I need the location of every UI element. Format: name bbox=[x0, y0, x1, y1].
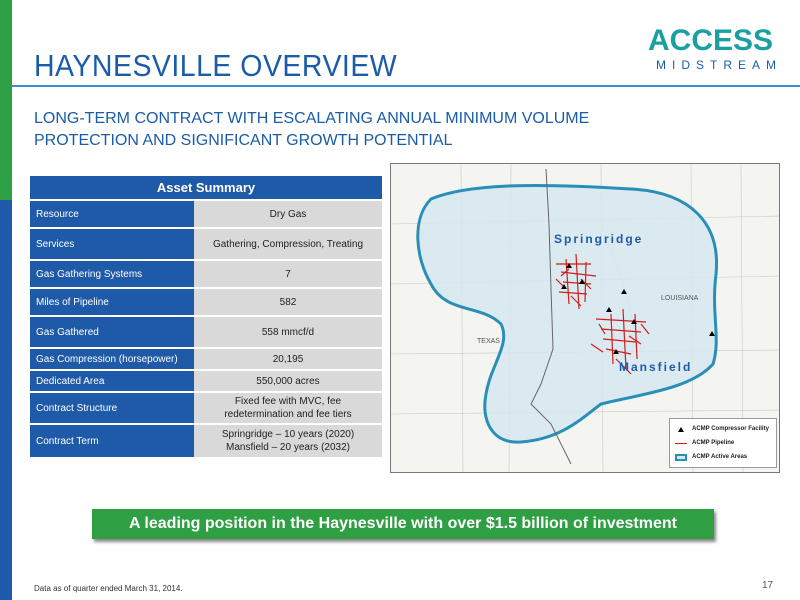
table-row bbox=[30, 348, 382, 370]
data-date-footnote: Data as of quarter ended March 31, 2014. bbox=[34, 584, 183, 593]
compressor-triangle-icon bbox=[678, 427, 684, 432]
table-row bbox=[30, 260, 382, 288]
row-label: Gas Gathering Systems bbox=[30, 260, 194, 288]
row-value-line: redetermination and fee tiers bbox=[224, 409, 352, 420]
row-label: Miles of Pipeline bbox=[30, 288, 194, 316]
map-label-texas: TEXAS bbox=[477, 338, 500, 345]
row-label: Contract Term bbox=[30, 424, 194, 458]
title-divider bbox=[12, 85, 800, 87]
subtitle-line-1: LONG-TERM CONTRACT WITH ESCALATING ANNUAL MINIMUM VOLUME bbox=[34, 110, 590, 127]
table-row bbox=[30, 392, 382, 424]
asset-summary-table bbox=[30, 176, 382, 459]
row-value bbox=[194, 392, 382, 424]
table-row bbox=[30, 288, 382, 316]
slide-subtitle bbox=[34, 108, 734, 152]
map-legend bbox=[669, 418, 777, 468]
row-value: 558 mmcf/d bbox=[194, 316, 382, 348]
legend-label: ACMP Compressor Facility bbox=[692, 426, 769, 432]
page-title: HAYNESVILLE OVERVIEW bbox=[34, 48, 398, 83]
row-value bbox=[194, 424, 382, 458]
row-value: 550,000 acres bbox=[194, 370, 382, 392]
legend-label: ACMP Active Areas bbox=[692, 454, 748, 460]
page-number: 17 bbox=[762, 580, 774, 591]
table-row bbox=[30, 370, 382, 392]
row-label: Contract Structure bbox=[30, 392, 194, 424]
table-row bbox=[30, 200, 382, 228]
legend-item-pipeline bbox=[674, 438, 734, 448]
row-value: Dry Gas bbox=[194, 200, 382, 228]
row-value-line: Fixed fee with MVC, fee bbox=[234, 396, 342, 407]
haynesville-map bbox=[390, 163, 780, 473]
row-label: Dedicated Area bbox=[30, 370, 194, 392]
row-label: Services bbox=[30, 228, 194, 260]
table-row bbox=[30, 424, 382, 458]
access-midstream-logo bbox=[630, 22, 790, 77]
row-value: 20,195 bbox=[194, 348, 382, 370]
row-label: Resource bbox=[30, 200, 194, 228]
table-row bbox=[30, 228, 382, 260]
accent-bar-blue bbox=[0, 200, 12, 600]
pipeline-line-icon bbox=[675, 443, 687, 444]
legend-item-compressor bbox=[674, 424, 769, 434]
map-label-mansfield: Mansfield bbox=[619, 360, 693, 374]
row-value-line: Springridge – 10 years (2020) bbox=[221, 429, 355, 440]
row-value: 7 bbox=[194, 260, 382, 288]
map-label-springridge: Springridge bbox=[554, 232, 644, 246]
legend-label: ACMP Pipeline bbox=[692, 440, 735, 446]
logo-wordmark: ACCESS bbox=[648, 24, 774, 57]
table-row bbox=[30, 316, 382, 348]
row-value-line: Mansfield – 20 years (2032) bbox=[226, 442, 350, 453]
map-label-louisiana: LOUISIANA bbox=[661, 295, 699, 302]
subtitle-line-2: PROTECTION AND SIGNIFICANT GROWTH POTENTIAL bbox=[34, 132, 453, 149]
accent-bar-green bbox=[0, 0, 12, 200]
row-label: Gas Gathered bbox=[30, 316, 194, 348]
row-value: 582 bbox=[194, 288, 382, 316]
active-area-swatch-icon bbox=[675, 454, 687, 461]
investment-banner: A leading position in the Haynesville with over $1.5 billion of investment bbox=[92, 509, 714, 539]
row-value: Gathering, Compression, Treating bbox=[194, 228, 382, 260]
table-header-row bbox=[30, 176, 382, 200]
asset-summary-heading: Asset Summary bbox=[30, 176, 382, 200]
logo-subtext: MIDSTREAM bbox=[656, 58, 782, 72]
row-label: Gas Compression (horsepower) bbox=[30, 348, 194, 370]
legend-item-active-areas bbox=[674, 452, 747, 462]
